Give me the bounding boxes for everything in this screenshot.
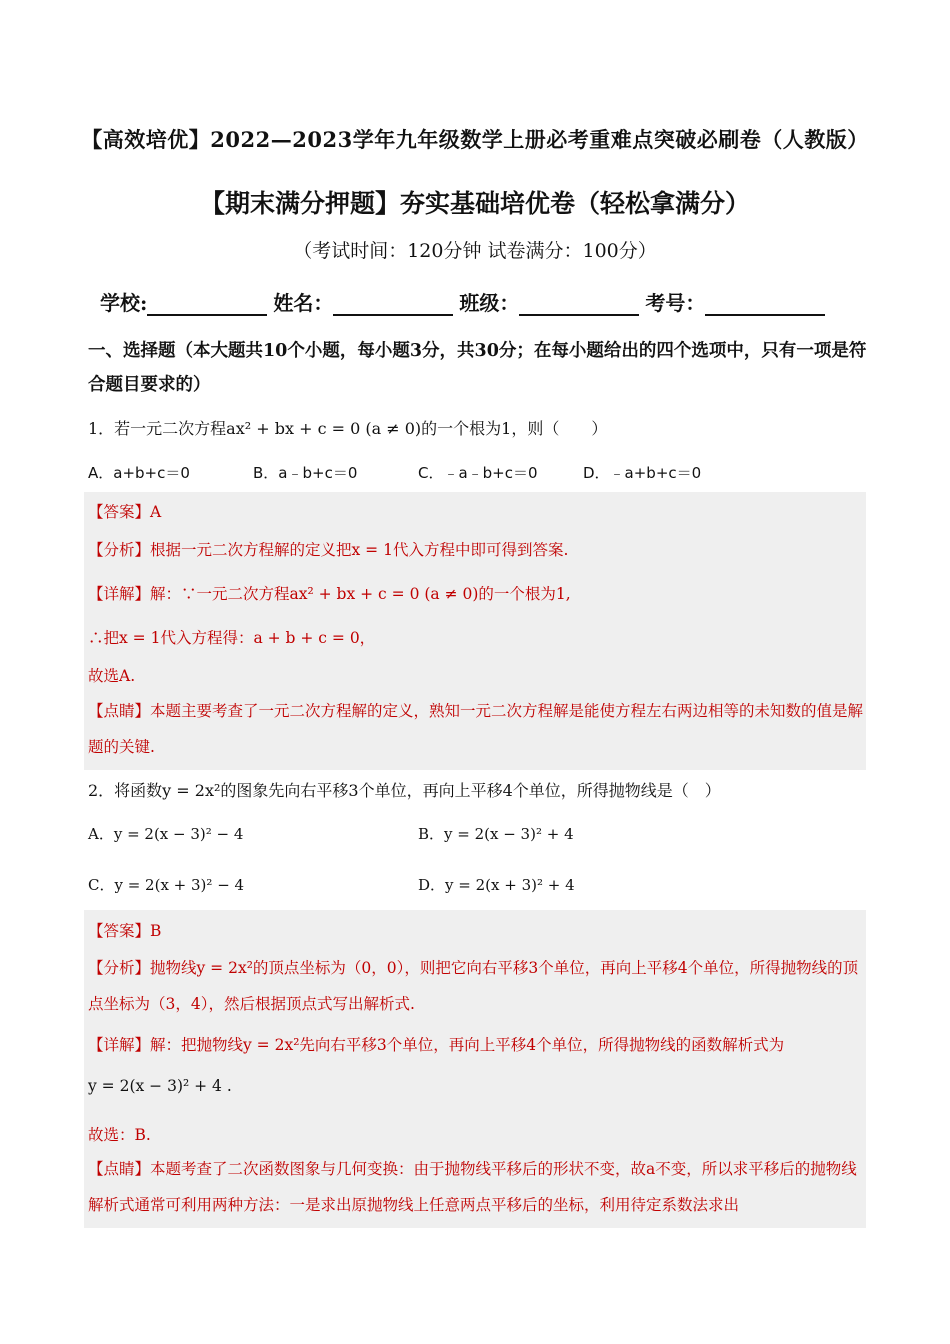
q1-analysis: 【分析】根据一元二次方程解的定义把x = 1代入方程中即可得到答案. <box>88 541 569 559</box>
class-blank <box>519 292 639 316</box>
exam-number-field <box>645 287 831 316</box>
name-blank <box>333 292 453 316</box>
question-2-solution <box>84 910 866 1228</box>
q2-answer: 【答案】B <box>88 922 162 940</box>
exam-info: （考试时间：120分钟 试卷满分：100分） <box>293 240 657 262</box>
q2-choose: 故选：B. <box>88 1126 151 1144</box>
school-field <box>100 287 273 316</box>
name-label: 姓名： <box>273 291 334 315</box>
q2-comment: 【点睛】本题考查了二次函数图象与几何变换：由于抛物线平移后的形状不变，故a不变，所以求平移后的抛物线解析式通常可利用两种方法：一是求出原抛物线上任意两点平移后的坐标，利用待定系数法求出 <box>88 1160 857 1214</box>
class-label: 班级： <box>459 291 520 315</box>
school-blank <box>147 292 267 316</box>
name-field <box>273 287 459 316</box>
q1-choose: 故选A. <box>88 667 136 685</box>
q1-answer: 【答案】A <box>88 503 162 521</box>
question-1-stem: 1．若一元二次方程ax² + bx + c = 0 (a ≠ 0)的一个根为1，则（ ） <box>88 419 608 438</box>
q2-option-d: D．y = 2(x + 3)² + 4 <box>418 876 575 894</box>
exam-number-label: 考号： <box>645 291 706 315</box>
question-2-stem: 2．将函数y = 2x²的图象先向右平移3个单位，再向上平移4个单位，所得抛物线是（ ） <box>88 781 721 800</box>
q2-option-a: A．y = 2(x − 3)² − 4 <box>88 825 244 843</box>
q2-option-b: B．y = 2(x − 3)² + 4 <box>418 825 574 843</box>
q1-detail-2: ∴把x = 1代入方程得：a + b + c = 0， <box>88 629 376 647</box>
student-info-fields <box>100 287 860 316</box>
q1-comment: 【点睛】本题主要考查了一元二次方程解的定义，熟知一元二次方程解是能使方程左右两边相等的未知数的值是解题的关键. <box>88 702 864 756</box>
school-label: 学校: <box>100 291 148 315</box>
q1-option-b: B．a﹣b+c＝0 <box>253 464 358 482</box>
q2-detail-2: y = 2(x − 3)² + 4 . <box>88 1077 232 1095</box>
q2-option-c: C．y = 2(x + 3)² − 4 <box>88 876 245 894</box>
q1-detail-1: 【详解】解：∵一元二次方程ax² + bx + c = 0 (a ≠ 0)的一个根为1, <box>88 585 571 603</box>
question-1-solution <box>84 492 866 770</box>
section-heading: 一、选择题（本大题共10个小题，每小题3分，共30分；在每小题给出的四个选项中，只有一项是符合题目要求的） <box>88 341 867 395</box>
exam-number-blank <box>705 292 825 316</box>
q1-option-d: D．﹣a+b+c＝0 <box>583 464 702 482</box>
q2-analysis: 【分析】抛物线y = 2x²的顶点坐标为（0，0），则把它向右平移3个单位，再向上平移4个单位，所得抛物线的顶点坐标为（3，4），然后根据顶点式写出解析式. <box>88 959 859 1013</box>
series-title: 【高效培优】2022—2023学年九年级数学上册必考重难点突破必刷卷（人教版） <box>81 127 869 152</box>
exam-title: 【期末满分押题】夯实基础培优卷（轻松拿满分） <box>199 189 750 218</box>
q1-option-c: C．﹣a﹣b+c＝0 <box>418 464 538 482</box>
q1-option-a: A．a+b+c＝0 <box>88 464 190 482</box>
class-field <box>459 287 645 316</box>
q2-detail-1: 【详解】解：把抛物线y = 2x²先向右平移3个单位，再向上平移4个单位，所得抛物线的函数解析式为 <box>88 1036 785 1054</box>
